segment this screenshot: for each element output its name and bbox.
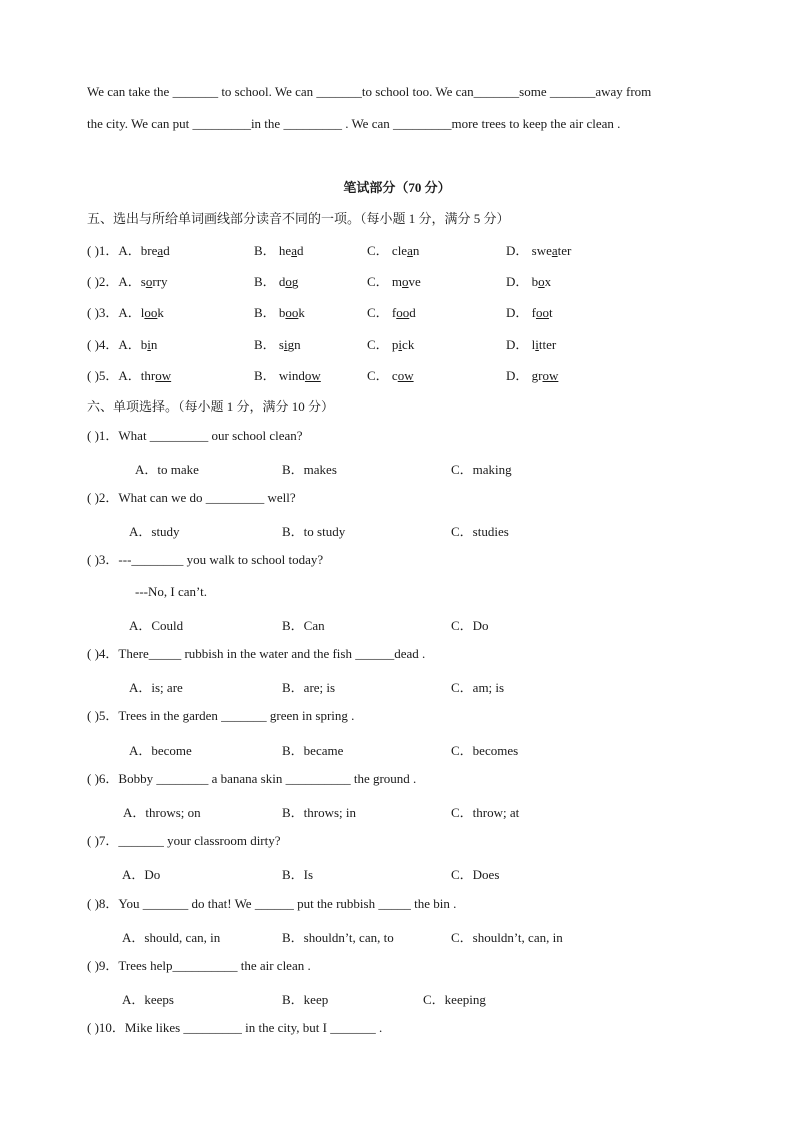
written-part-title: 笔试部分（70 分） (343, 180, 451, 195)
word-part: wind (278, 368, 305, 383)
s5-item-4-option-b (254, 334, 301, 353)
s5-item-1-option-a (87, 240, 170, 259)
word-part: l (140, 305, 145, 320)
q3-option-a: A．Could (129, 618, 184, 633)
word-part: x (544, 274, 552, 289)
q9-option-b: B．keep (282, 992, 329, 1007)
underlined-letters: ow (304, 368, 321, 383)
word-part: k (157, 305, 164, 320)
q5-option-c: C．becomes (451, 743, 519, 758)
option-letter: D． (506, 274, 529, 289)
q5-option-b: B．became (282, 743, 344, 758)
word-part: ck (402, 337, 415, 352)
word-part: thr (140, 368, 156, 383)
q3-stem: ( )3．---________ you walk to school today? (87, 552, 324, 567)
word-part: b (278, 305, 286, 320)
word-part: c (391, 368, 398, 383)
option-letter: C． (367, 243, 389, 258)
s5-item-5-option-a (87, 365, 171, 384)
underlined-letters: o (538, 274, 545, 289)
word-part: f (531, 305, 536, 320)
q6-option-b: B．throws; in (282, 805, 357, 820)
q1-option-b: B．makes (282, 462, 337, 477)
s5-item-1-option-c (367, 240, 419, 259)
option-letter: B． (254, 337, 276, 352)
item-number: ( )2．A． (87, 274, 141, 289)
option-letter: D． (506, 243, 529, 258)
item-number: ( )4．A． (87, 337, 141, 352)
word-part: d (163, 243, 170, 258)
word-part: s (278, 337, 284, 352)
word-part: s (140, 274, 146, 289)
q3-reply: ---No, I can’t. (135, 584, 207, 599)
underlined-letters: oo (144, 305, 158, 320)
word-part: m (391, 274, 403, 289)
s5-item-3-option-d (506, 302, 553, 321)
word-part: he (278, 243, 292, 258)
word-part: d (296, 243, 304, 258)
q8-option-a: A．should, can, in (122, 930, 221, 945)
s5-item-4-option-d (506, 334, 556, 353)
s5-item-1-option-b (254, 240, 303, 259)
s5-item-5-option-b (254, 365, 321, 384)
q7-option-b: B．Is (282, 867, 314, 882)
q1-option-c: C．making (451, 462, 512, 477)
q9-stem: ( )9．Trees help__________ the air clean . (87, 958, 311, 973)
q7-stem: ( )7．_______ your classroom dirty? (87, 833, 281, 848)
q10-stem: ( )10．Mike likes _________ in the city, but I _______ . (87, 1020, 383, 1035)
underlined-letters: o (285, 274, 292, 289)
q2-stem: ( )2．What can we do _________ well? (87, 490, 296, 505)
s5-item-3-option-c (367, 302, 416, 321)
underlined-letters: o (402, 274, 409, 289)
option-letter: D． (506, 368, 529, 383)
word-part: swe (531, 243, 552, 258)
underlined-letters: a (291, 243, 297, 258)
s5-item-2-option-b (254, 271, 298, 290)
underlined-letters: ow (542, 368, 559, 383)
section5-heading: 五、选出与所给单词画线部分读音不同的一项。（每小题 1 分，满分 5 分） (87, 211, 510, 226)
q3-option-c: C．Do (451, 618, 489, 633)
q4-option-a: A．is; are (129, 680, 183, 695)
s5-item-2-option-a (87, 271, 168, 290)
q3-option-b: B．Can (282, 618, 325, 633)
intro-line-1: We can take the _______ to school. We can _______to school too. We can_______some _______away from (87, 84, 652, 99)
option-letter: D． (506, 305, 529, 320)
option-letter: C． (367, 368, 389, 383)
word-part: p (391, 337, 399, 352)
word-part: n (412, 243, 420, 258)
q6-option-a: A．throws; on (123, 805, 201, 820)
option-letter: C． (367, 305, 389, 320)
underlined-letters: ow (397, 368, 414, 383)
word-part: k (298, 305, 305, 320)
q1-option-a: A．to make (135, 462, 199, 477)
s5-item-4-option-a (87, 334, 157, 353)
underlined-letters: i (398, 337, 403, 352)
q2-option-a: A．study (129, 524, 180, 539)
word-part: n (150, 337, 158, 352)
word-part: ve (408, 274, 421, 289)
q4-option-b: B．are; is (282, 680, 336, 695)
option-letter: B． (254, 274, 276, 289)
word-part: f (391, 305, 397, 320)
underlined-letters: a (551, 243, 558, 258)
q7-option-a: A．Do (122, 867, 161, 882)
word-part: b (140, 337, 148, 352)
s5-item-3-option-a (87, 302, 164, 321)
underlined-letters: a (157, 243, 164, 258)
q2-option-c: C．studies (451, 524, 509, 539)
word-part: b (531, 274, 539, 289)
option-letter: C． (367, 274, 389, 289)
word-part: bre (140, 243, 158, 258)
word-part: cle (391, 243, 408, 258)
underlined-letters: i (147, 337, 151, 352)
option-letter: B． (254, 368, 276, 383)
option-letter: B． (254, 243, 276, 258)
underlined-letters: ow (155, 368, 172, 383)
word-part: gr (531, 368, 543, 383)
word-part: t (548, 305, 553, 320)
word-part: l (531, 337, 536, 352)
option-letter: D． (506, 337, 529, 352)
q2-option-b: B．to study (282, 524, 346, 539)
q4-option-c: C．am; is (451, 680, 505, 695)
underlined-letters: o (145, 274, 153, 289)
q8-option-b: B．shouldn’t, can, to (282, 930, 394, 945)
s5-item-1-option-d (506, 240, 571, 259)
s5-item-4-option-c (367, 334, 414, 353)
q8-option-c: C．shouldn’t, can, in (451, 930, 563, 945)
q9-option-c: C．keeping (423, 992, 486, 1007)
underlined-letters: oo (285, 305, 299, 320)
word-part: ter (557, 243, 572, 258)
q7-option-c: C．Does (451, 867, 500, 882)
q6-option-c: C．throw; at (451, 805, 520, 820)
s5-item-2-option-d (506, 271, 551, 290)
s5-item-5-option-d (506, 365, 558, 384)
word-part: d (278, 274, 286, 289)
s5-item-3-option-b (254, 302, 305, 321)
s5-item-2-option-c (367, 271, 421, 290)
word-part: g (291, 274, 299, 289)
underlined-letters: oo (535, 305, 549, 320)
q5-option-a: A．become (129, 743, 192, 758)
word-part: d (409, 305, 416, 320)
q6-stem: ( )6．Bobby ________ a banana skin __________ the ground . (87, 771, 417, 786)
word-part: gn (287, 337, 301, 352)
item-number: ( )1．A． (87, 243, 141, 258)
item-number: ( )5．A． (87, 368, 141, 383)
q4-stem: ( )4．There_____ rubbish in the water and the fish ______dead . (87, 646, 426, 661)
s5-item-5-option-c (367, 365, 414, 384)
word-part: rry (152, 274, 168, 289)
underlined-letters: oo (396, 305, 410, 320)
option-letter: B． (254, 305, 276, 320)
q8-stem: ( )8．You _______ do that! We ______ put the rubbish _____ the bin . (87, 896, 457, 911)
underlined-letters: i (535, 337, 539, 352)
item-number: ( )3．A． (87, 305, 141, 320)
q1-stem: ( )1．What _________ our school clean? (87, 428, 303, 443)
underlined-letters: a (407, 243, 413, 258)
underlined-letters: i (283, 337, 288, 352)
intro-line-2: the city. We can put _________in the _________ . We can _________more trees to keep the air clean . (87, 116, 621, 131)
option-letter: C． (367, 337, 389, 352)
q5-stem: ( )5．Trees in the garden _______ green in spring . (87, 708, 355, 723)
word-part: tter (538, 337, 557, 352)
q9-option-a: A．keeps (122, 992, 174, 1007)
section6-heading: 六、单项选择。（每小题 1 分，满分 10 分） (87, 399, 335, 414)
